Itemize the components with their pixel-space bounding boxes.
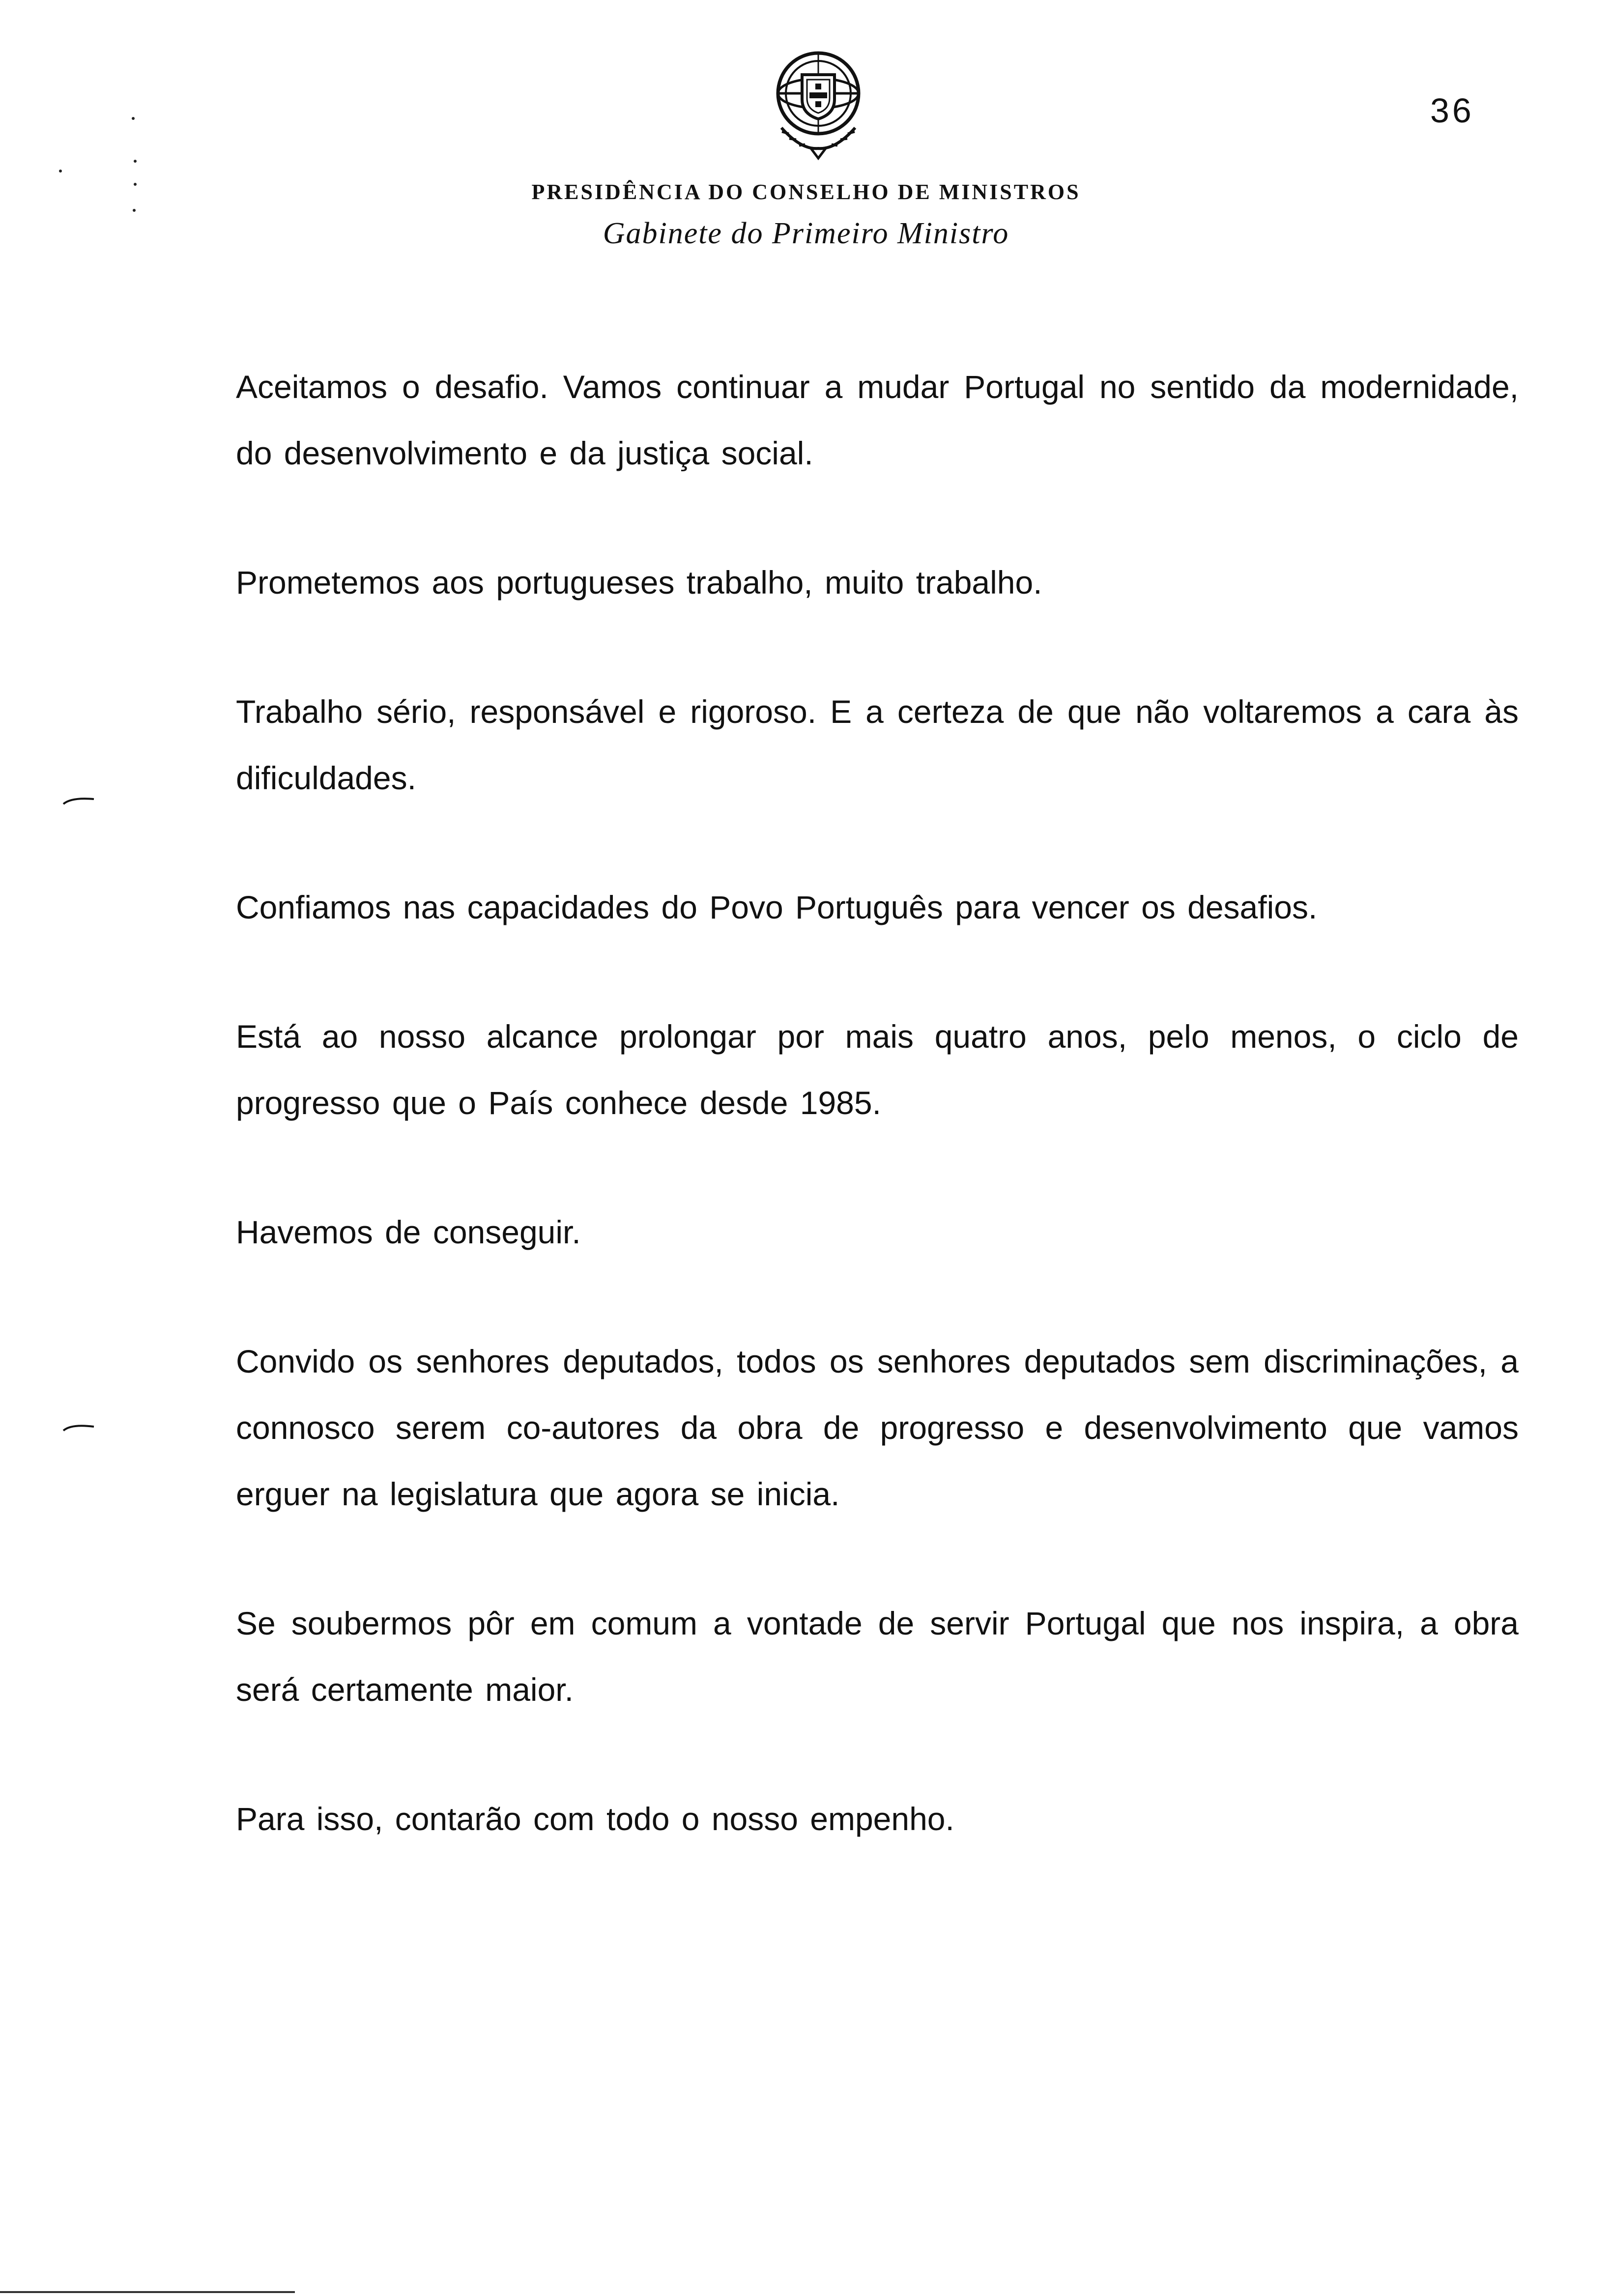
- institution-heading: PRESIDÊNCIA DO CONSELHO DE MINISTROS: [531, 180, 1081, 204]
- scan-mark: [59, 170, 62, 172]
- coat-of-arms-icon: [762, 44, 875, 162]
- page-number: 36: [1430, 91, 1474, 130]
- paragraph: Convido os senhores deputados, todos os senhores deputados sem discriminações, a connosco serem co-autores da obra de progresso e desenvolvimento que vamos erguer na legislatura que agora se inicia.: [236, 1343, 1519, 1512]
- scan-mark: [134, 160, 137, 163]
- cabinet-subheading: Gabinete do Primeiro Ministro: [603, 217, 1009, 250]
- paragraph: Aceitamos o desafio. Vamos continuar a mudar Portugal no sentido da modernidade, do desenvolvimento e da justiça social.: [236, 369, 1519, 471]
- paragraph: Prometemos aos portugueses trabalho, muito trabalho.: [236, 564, 1042, 601]
- margin-mark: [61, 1423, 96, 1433]
- paragraph: Para isso, contarão com todo o nosso empenho.: [236, 1801, 954, 1837]
- scan-mark: [134, 183, 137, 186]
- paragraph: Havemos de conseguir.: [236, 1214, 581, 1250]
- paragraph: Se soubermos pôr em comum a vontade de servir Portugal que nos inspira, a obra será certamente maior.: [236, 1605, 1519, 1708]
- paragraph: Trabalho sério, responsável e rigoroso. E a certeza de que não voltaremos a cara às dificuldades.: [236, 693, 1519, 796]
- scan-mark: [133, 209, 136, 212]
- speech-body: [236, 354, 1519, 1915]
- scan-mark: [132, 117, 135, 120]
- paragraph: Confiamos nas capacidades do Povo Português para vencer os desafios.: [236, 889, 1318, 925]
- scan-edge-rule: [0, 2291, 295, 2293]
- paragraph: Está ao nosso alcance prolongar por mais quatro anos, pelo menos, o ciclo de progresso que o País conhece desde 1985.: [236, 1018, 1519, 1121]
- margin-mark: [61, 796, 96, 806]
